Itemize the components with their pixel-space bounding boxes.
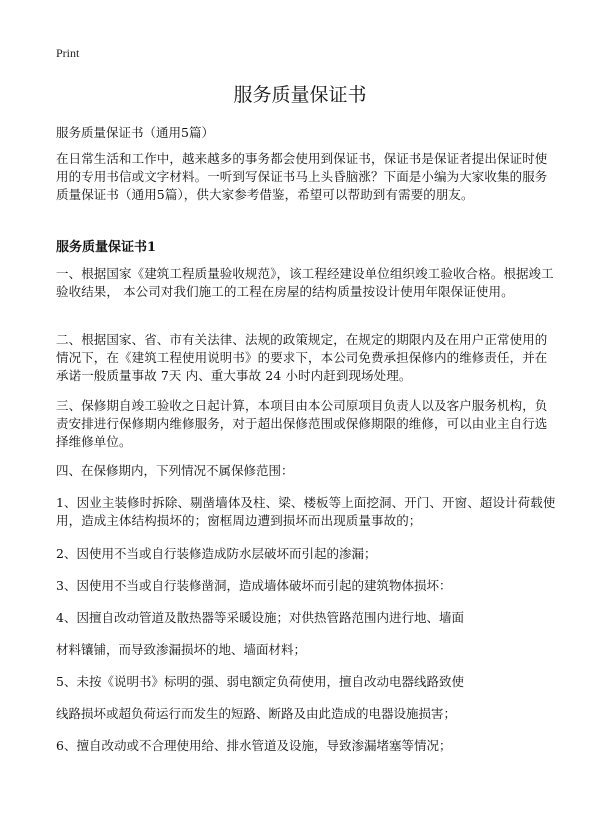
clause-1: 一、根据国家《建筑工程质量验收规范》，该工程经建设单位组织竣工验收合格。根据竣工验收结果， 本公司对我们施工的工程在房屋的结构质量按设计使用年限保证使用。 xyxy=(56,266,554,299)
intro-paragraph: 在日常生活和工作中，越来越多的事务都会使用到保证书，保证书是保证者提出保证时使用的专用书信或文字材料。一听到写保证书马上头昏脑涨？下面是小编为大家收集的服务质量保证书（通用5篇），供大家参考借鉴，希望可以帮助到有需要的朋友。 xyxy=(56,151,548,202)
list-item-3: 3、因使用不当或自行装修凿洞，造成墙体破坏而引起的建筑物体损坏： xyxy=(56,578,452,593)
document-subtitle: 服务质量保证书（通用5篇） xyxy=(56,125,214,140)
section-heading: 服务质量保证书1 xyxy=(56,240,157,255)
print-label: Print xyxy=(56,46,80,60)
clause-2: 二、根据国家、省、市有关法律、法规的政策规定，在规定的期限内及在用户正常使用的情况下，在《建筑工程使用说明书》的要求下，本公司免费承担保修内的维修责任，并在承诺一般质量事故 7天 内、重大事故 24 小时内赶到现场处理。 xyxy=(56,332,548,383)
list-item-4-line-1: 4、因擅自改动管道及散热器等采暖设施；对供热管路范围内进行地、墙面 xyxy=(56,610,464,625)
list-item-5-line-1: 5、未按《说明书》标明的强、弱电额定负荷使用，擅自改动电器线路致使 xyxy=(56,674,464,689)
list-item-5-line-2: 线路损坏或超负荷运行而发生的短路、断路及由此造成的电器设施损害； xyxy=(56,706,457,721)
list-item-6: 6、擅自改动或不合理使用给、排水管道及设施，导致渗漏堵塞等情况； xyxy=(56,738,452,753)
list-item-2: 2、因使用不当或自行装修造成防水层破坏而引起的渗漏； xyxy=(56,546,377,561)
clause-4: 四、在保修期内，下列情况不属保修范围： xyxy=(56,463,294,478)
list-item-4-line-2: 材料镶铺，而导致渗漏损坏的地、墙面材料； xyxy=(56,642,307,657)
document-title: 服务质量保证书 xyxy=(233,84,367,106)
list-item-1: 1、因业主装修时拆除、剔凿墙体及柱、梁、楼板等上面挖洞、开门、开窗、超设计荷载使用，造成主体结构损坏的；窗框周边遭到损坏而出现质量事故的； xyxy=(56,495,556,528)
clause-3: 三、保修期自竣工验收之日起计算，本项目由本公司原项目负责人以及客户服务机构，负责安排进行保修期内维修服务，对于超出保修范围或保修期限的维修，可以由业主自行选择维修单位。 xyxy=(56,398,548,449)
